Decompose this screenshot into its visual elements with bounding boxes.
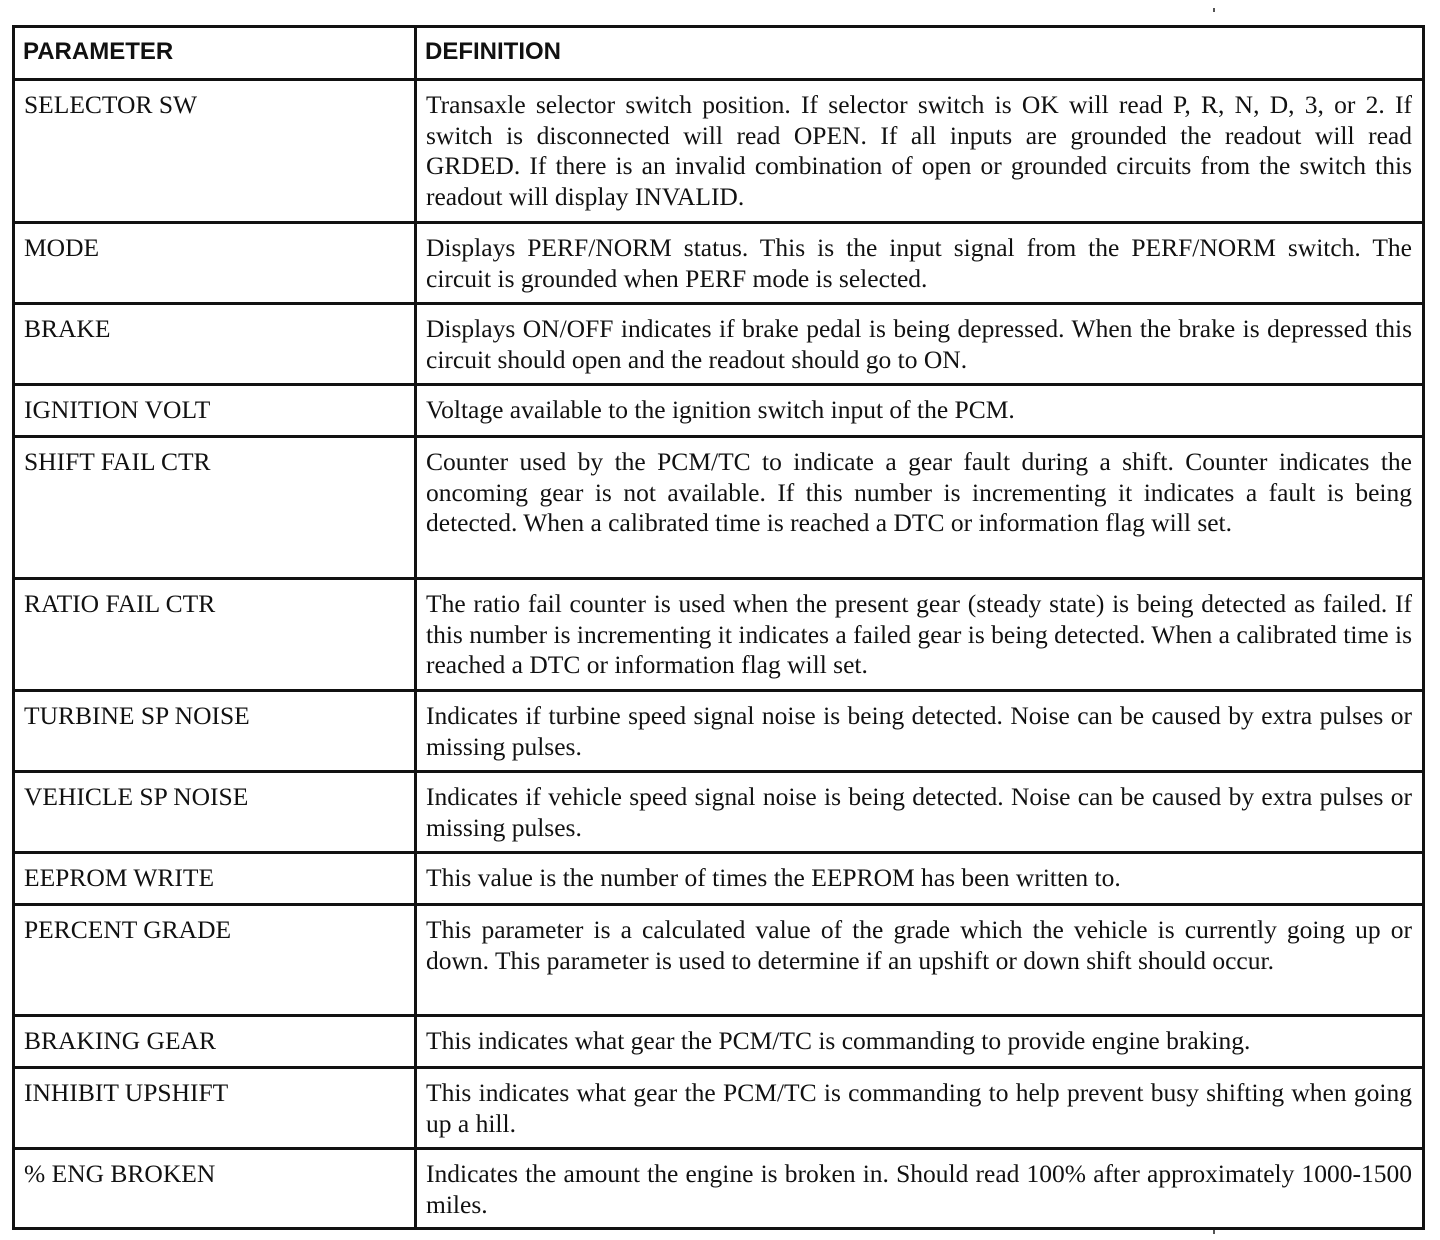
definition-cell: Displays ON/OFF indicates if brake pedal is being depressed. When the brake is depressed this circuit should open and the readout should go to ON. [416,304,1424,385]
parameter-cell: % ENG BROKEN [14,1149,416,1229]
table-header-row [14,27,1424,80]
parameter-table-container [12,25,1422,1230]
definition-cell: This indicates what gear the PCM/TC is commanding to provide engine braking. [416,1016,1424,1068]
table-row [14,437,1424,579]
table-row [14,80,1424,223]
definition-cell: Voltage available to the ignition switch input of the PCM. [416,385,1424,437]
table-row [14,691,1424,772]
parameter-cell: BRAKE [14,304,416,385]
parameter-column-header: PARAMETER [14,27,416,80]
table-row [14,853,1424,905]
definition-cell: Indicates if vehicle speed signal noise is being detected. Noise can be caused by extra pulses or missing pulses. [416,772,1424,853]
table-row [14,579,1424,691]
table-row [14,304,1424,385]
table-row [14,1016,1424,1068]
parameter-cell: BRAKING GEAR [14,1016,416,1068]
definition-cell: This parameter is a calculated value of the grade which the vehicle is currently going up or down. This parameter is used to determine if an upshift or down shift should occur. [416,905,1424,1016]
definition-column-header: DEFINITION [416,27,1424,80]
definition-cell: The ratio fail counter is used when the present gear (steady state) is being detected as failed. If this number is incrementing it indicates a failed gear is being detected. When a calibrated time is reached a DTC or information flag will set. [416,579,1424,691]
table-row [14,223,1424,304]
definition-cell: Transaxle selector switch position. If selector switch is OK will read P, R, N, D, 3, or 2. If switch is disconnected will read OPEN. If all inputs are grounded the readout will read GRDED. If there is an invalid combination of open or grounded circuits from the switch this readout will display INVALID. [416,80,1424,223]
parameter-cell: SHIFT FAIL CTR [14,437,416,579]
table-row [14,1149,1424,1229]
parameter-cell: SELECTOR SW [14,80,416,223]
definition-cell: Displays PERF/NORM status. This is the input signal from the PERF/NORM switch. The circuit is grounded when PERF mode is selected. [416,223,1424,304]
parameter-cell: PERCENT GRADE [14,905,416,1016]
table-row [14,1068,1424,1149]
definition-cell: This value is the number of times the EEPROM has been written to. [416,853,1424,905]
parameter-definition-table [12,25,1425,1230]
parameter-cell: TURBINE SP NOISE [14,691,416,772]
parameter-cell: VEHICLE SP NOISE [14,772,416,853]
table-row [14,905,1424,1016]
parameter-cell: INHIBIT UPSHIFT [14,1068,416,1149]
parameter-cell: IGNITION VOLT [14,385,416,437]
table-row [14,385,1424,437]
table-row [14,772,1424,853]
definition-cell: Indicates the amount the engine is broken in. Should read 100% after approximately 1000-1500 miles. [416,1149,1424,1229]
definition-cell: This indicates what gear the PCM/TC is commanding to help prevent busy shifting when going up a hill. [416,1068,1424,1149]
parameter-cell: RATIO FAIL CTR [14,579,416,691]
scan-speck [1213,8,1215,12]
parameter-cell: MODE [14,223,416,304]
definition-cell: Counter used by the PCM/TC to indicate a gear fault during a shift. Counter indicates the oncoming gear is not available. If this number is incrementing it indicates a fault is being detected. When a calibrated time is reached a DTC or information flag will set. [416,437,1424,579]
parameter-cell: EEPROM WRITE [14,853,416,905]
definition-cell: Indicates if turbine speed signal noise is being detected. Noise can be caused by extra pulses or missing pulses. [416,691,1424,772]
